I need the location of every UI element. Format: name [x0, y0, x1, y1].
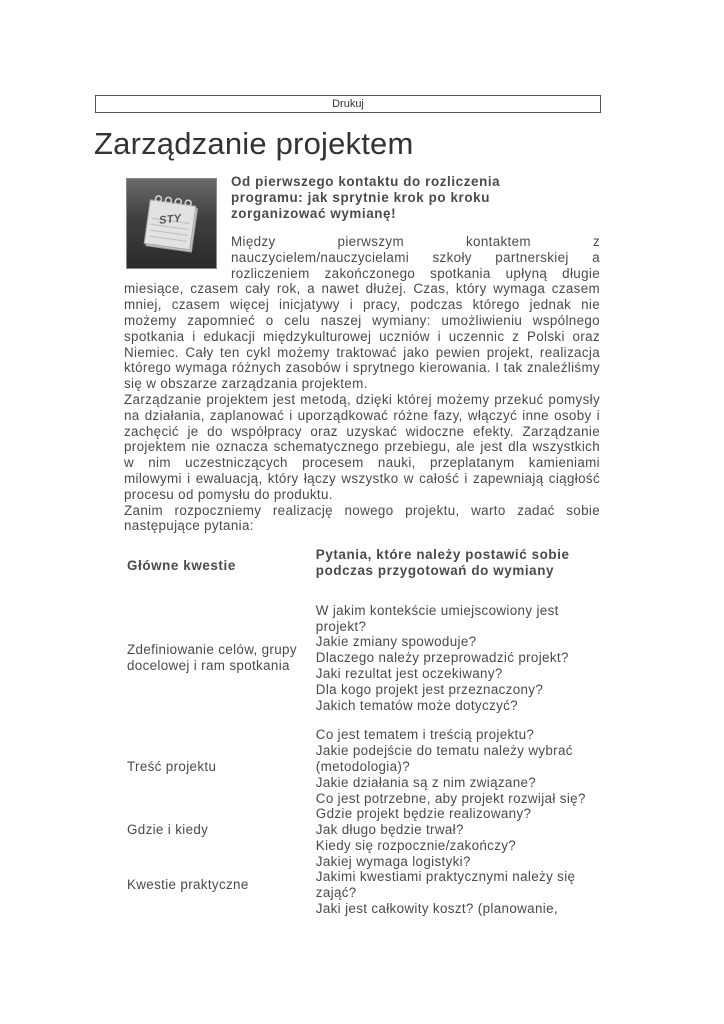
- paragraph: Zanim rozpoczniemy realizację nowego projektu, warto zadać sobie następujące pytania:: [124, 502, 600, 534]
- question: Jakiej wymaga logistyki?: [315, 853, 471, 869]
- row-questions: [316, 854, 600, 917]
- question: Gdzie projekt będzie realizowany?: [315, 806, 532, 822]
- table-row: [124, 603, 600, 714]
- article-body: [124, 234, 600, 534]
- question: Co jest tematem i treścią projektu?: [315, 727, 535, 743]
- question: Dla kogo projekt jest przeznaczony?: [315, 681, 544, 697]
- row-topic: Treść projektu: [127, 758, 217, 774]
- paragraph: Między pierwszym kontaktem z nauczycielem/nauczycielami szkoły partnerskiej a rozliczeniem zakończonego spotkania upłyną długie miesiące, czasem cały rok, a nawet dłużej. Czas, który wymaga czasem mniej, czasem więcej inicjatywy i pracy, podczas którego jednak nie możemy zapomnieć o celu naszej wymiany: umożliwieniu wspólnego spotkania i edukacji międzykulturowej uczniów i uczennic z Polski oraz Niemiec. Cały ten cykl możemy traktować jako pewien projekt, realizacja którego wymaga różnych zasobów i sprytnego kierowania. I tak znaleźliśmy się w obszarze zarządzania projektem.: [124, 234, 600, 392]
- print-button[interactable]: Drukuj: [95, 95, 601, 113]
- row-questions: [316, 603, 600, 714]
- row-questions: [316, 727, 600, 806]
- paragraph: Zarządzanie projektem jest metodą, dzięki której możemy przekuć pomysły na działania, zaplanować i uporządkować różne fazy, włączyć inne osoby i zachęcić je do współpracy oraz uzyskać widoczne efekty. Zarządzanie projektem nie oznacza schematycznego przebiegu, ale jest dla wszystkich w nim uczestniczących procesem nauki, przeplatanym kamieniami milowymi i ewaluacją, który łączy wszystko w całość i zapewniają ciągłość procesu od pomysłu do produktu.: [124, 391, 600, 502]
- row-topic: Zdefiniowanie celów, grupy docelowej i ram spotkania: [127, 642, 297, 674]
- table-row: [124, 727, 600, 806]
- column-header: Pytania, które należy postawić sobie podczas przygotowań do wymiany: [315, 547, 570, 578]
- row-topic: Kwestie praktyczne: [127, 877, 249, 893]
- question: Jakie działania są z nim związane?: [315, 774, 537, 790]
- question: Jakimi kwestiami praktycznymi należy się zająć?: [315, 869, 576, 901]
- notepad-icon: [126, 178, 217, 269]
- article-lead: Od pierwszego kontaktu do rozliczenia programu: jak sprytnie krok po kroku zorganizować wymianę!: [231, 174, 501, 221]
- question: Kiedy się rozpocznie/zakończy?: [315, 837, 517, 853]
- table-row: [124, 854, 600, 917]
- row-topic: Gdzie i kiedy: [127, 822, 209, 838]
- thumbnail-caption: STY: [158, 212, 183, 227]
- question: Jaki rezultat jest oczekiwany?: [315, 665, 503, 681]
- question: Jaki jest całkowity koszt? (planowanie,: [315, 901, 558, 917]
- table-row: [124, 806, 600, 853]
- column-header: Główne kwestie: [127, 558, 236, 574]
- questions-table: [124, 547, 600, 917]
- question: Dlaczego należy przeprowadzić projekt?: [315, 650, 569, 666]
- question: Co jest potrzebne, aby projekt rozwijał się?: [315, 790, 586, 806]
- question: W jakim kontekście umiejscowiony jest projekt?: [315, 602, 559, 634]
- question: Jakie podejście do tematu należy wybrać (metodologia)?: [315, 743, 573, 774]
- table-header-row: [124, 547, 600, 589]
- article: [124, 174, 600, 917]
- page-title: Zarządzanie projektem: [94, 126, 414, 161]
- question: Jakie zmiany spowoduje?: [315, 634, 477, 650]
- question: Jak długo będzie trwał?: [315, 822, 464, 838]
- question: Jakich tematów może dotyczyć?: [315, 697, 518, 713]
- row-questions: [316, 806, 600, 853]
